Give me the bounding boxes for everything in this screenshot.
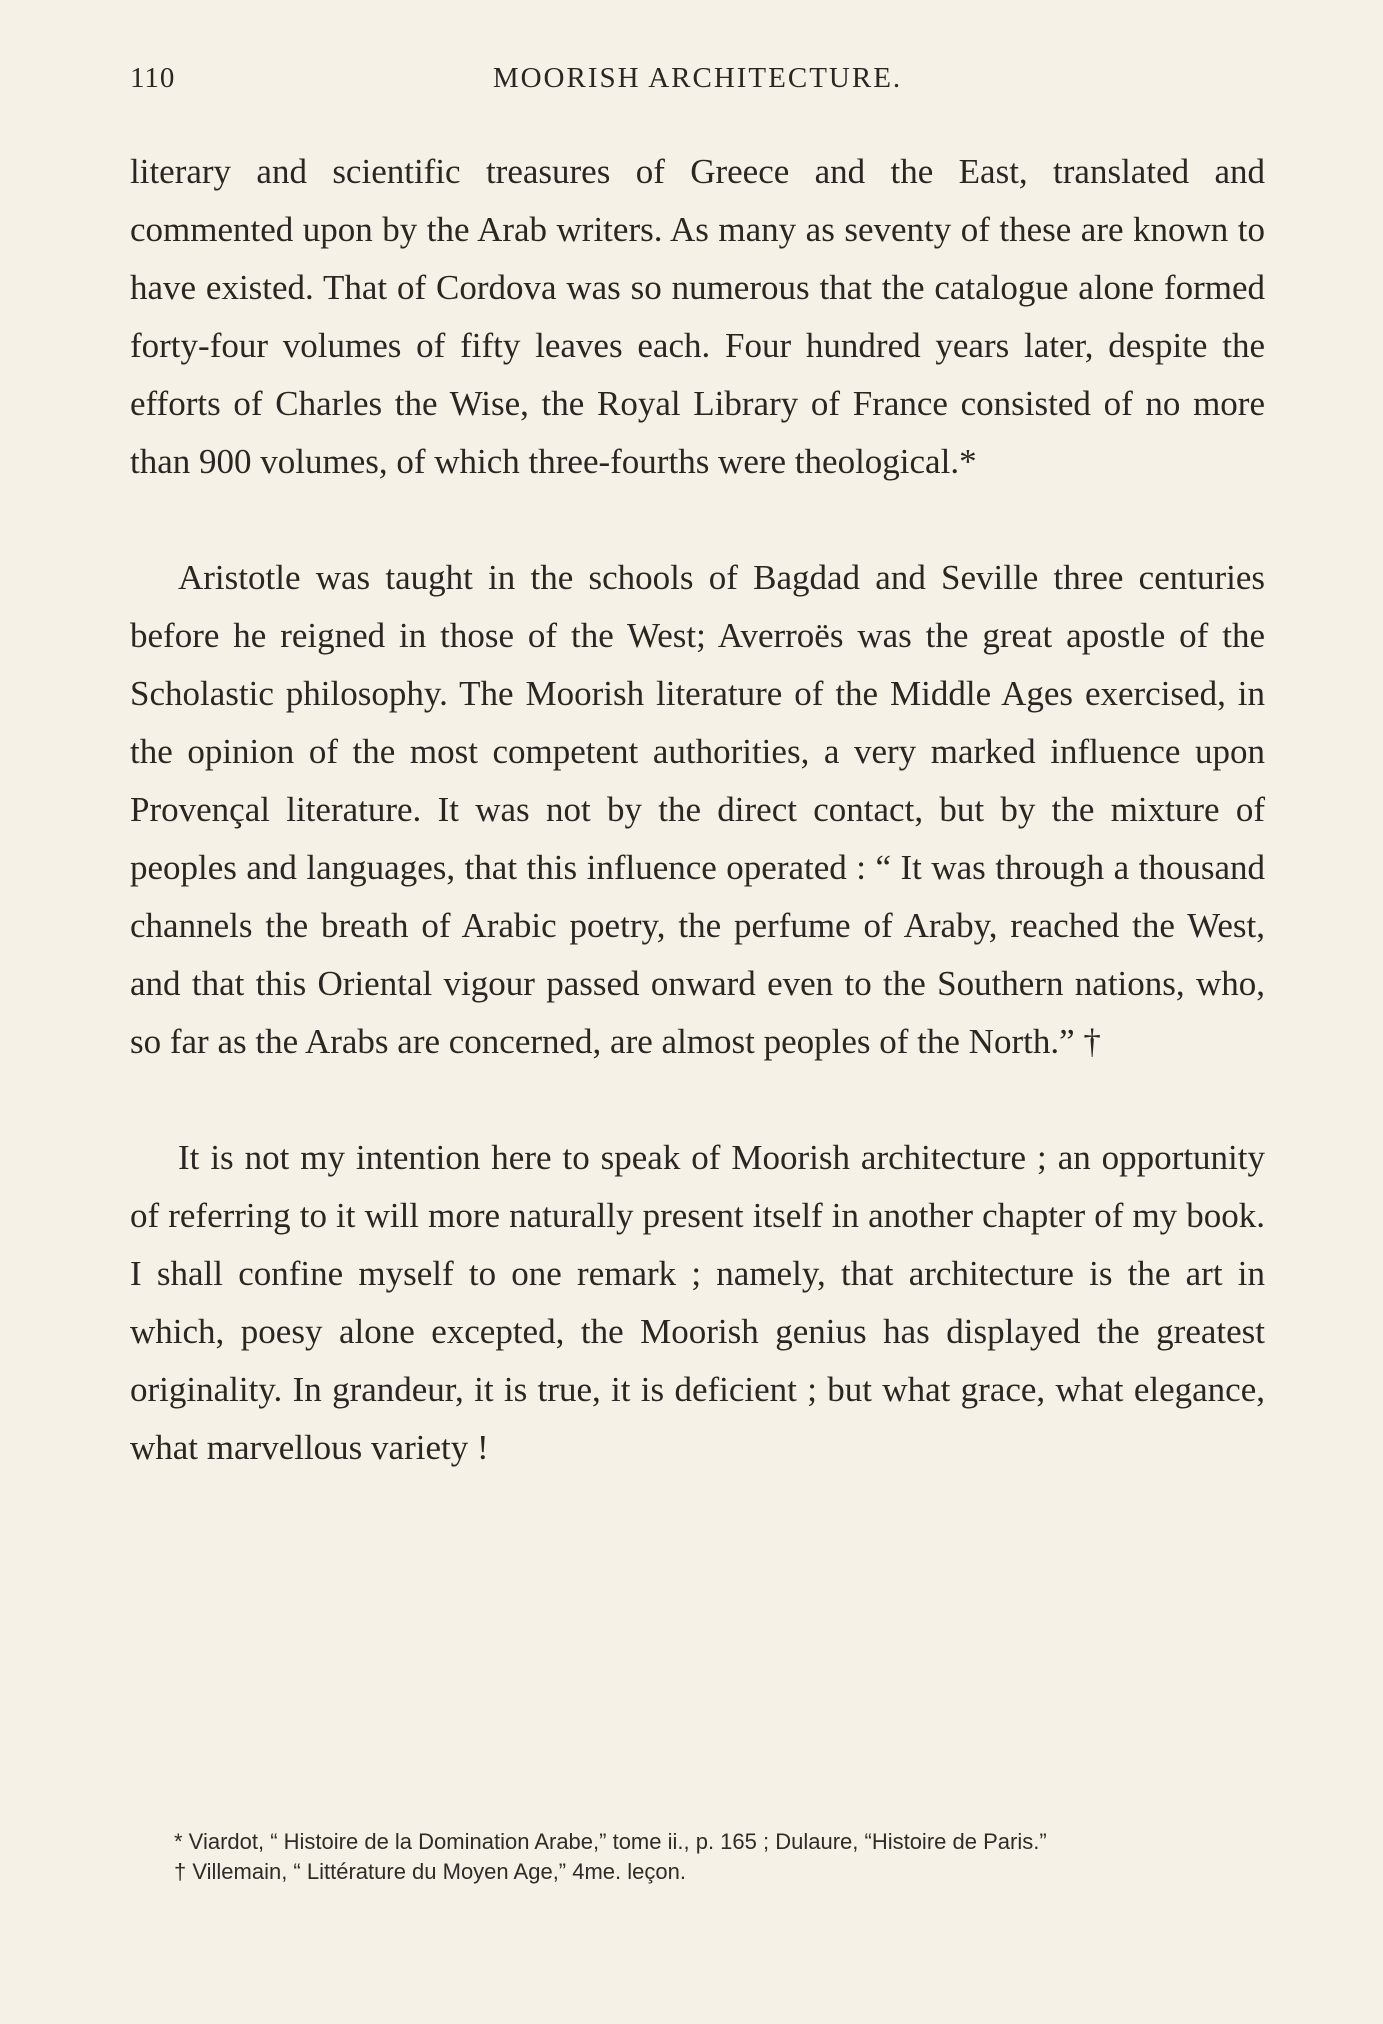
page-number: 110 [130,62,176,94]
paragraph-2: Aristotle was taught in the schools of Bagdad and Seville three centuries before he reigned in those of the West; Averroës was the great apostle of the Scholastic philosophy. The Moorish literature of the Middle Ages exercised, in the opinion of the most competent authorities, a very marked influence upon Provençal literature. It was not by the direct contact, but by the mixture of peoples and languages, that this influence operated : “ It was through a thousand channels the breath of Arabic poetry, the perfume of Araby, reached the West, and that this Oriental vigour passed onward even to the Southern nations, who, so far as the Arabs are concerned, are almost peoples of the North.” † [130,558,1265,1061]
paragraph-1: literary and scientific treasures of Greece and the East, translated and commented upon by the Arab writers. As many as seventy of these are known to have existed. That of Cordova was so numerous that the catalogue alone formed forty-four volumes of fifty leaves each. Four hundred years later, despite the efforts of Charles the Wise, the Royal Library of France consisted of no more than 900 volumes, of which three-fourths were theological.* [130,152,1265,481]
footnote-1: * Viardot, “ Histoire de la Domination Arabe,” tome ii., p. 165 ; Dulaure, “Histoire de Paris.” [174,1829,1047,1854]
body-text [130,143,1265,1477]
footnotes [130,1827,1265,1887]
paragraph-3: It is not my intention here to speak of Moorish architecture ; an opportunity of referring to it will more naturally present itself in another chapter of my book. I shall confine myself to one remark ; namely, that architecture is the art in which, poesy alone excepted, the Moorish genius has displayed the greatest originality. In grandeur, it is true, it is deficient ; but what grace, what elegance, what marvellous variety ! [130,1138,1265,1467]
running-head [130,62,1265,102]
footnote-2: † Villemain, “ Littérature du Moyen Age,” 4me. leçon. [174,1859,686,1884]
running-title: MOORISH ARCHITECTURE. [492,62,903,94]
